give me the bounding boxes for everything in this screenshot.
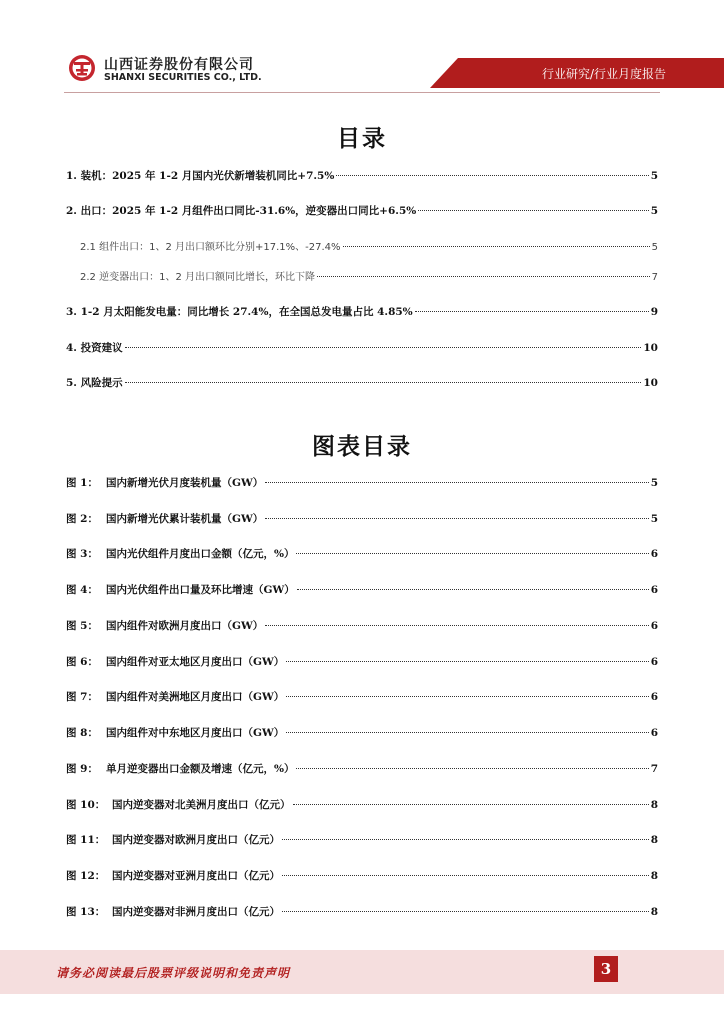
toc-entry[interactable]: 2. 出口：2025 年 1-2 月组件出口同比-31.6%，逆变器出口同比+6.5% 5: [66, 205, 658, 217]
figure-entry[interactable]: 图 1： 国内新增光伏月度装机量（GW） 5: [66, 477, 658, 489]
figure-entry[interactable]: 图 5： 国内组件对欧洲月度出口（GW） 6: [66, 620, 658, 632]
toc-entry[interactable]: 1. 装机：2025 年 1-2 月国内光伏新增装机同比+7.5% 5: [66, 170, 658, 182]
figure-entry[interactable]: 图 6： 国内组件对亚太地区月度出口（GW） 6: [66, 656, 658, 668]
toc-subentry[interactable]: 2.2 逆变器出口：1、2 月出口额同比增长，环比下降 7: [80, 272, 658, 283]
figure-entry[interactable]: 图 7： 国内组件对美洲地区月度出口（GW） 6: [66, 691, 658, 703]
page-number: 3: [594, 956, 618, 982]
disclaimer-text: 请务必阅读最后股票评级说明和免责声明: [56, 966, 291, 980]
report-type-label: 行业研究/行业月度报告: [541, 67, 666, 81]
figure-entry[interactable]: 图 9： 单月逆变器出口金额及增速（亿元，%） 7: [66, 763, 658, 775]
figure-entry[interactable]: 图 2： 国内新增光伏累计装机量（GW） 5: [66, 513, 658, 525]
figure-entry[interactable]: 图 10： 国内逆变器对北美洲月度出口（亿元） 8: [66, 799, 658, 811]
page-header: [0, 0, 724, 100]
figures-title: 图表目录: [312, 434, 412, 460]
company-logo-icon: [68, 54, 96, 82]
toc-entry[interactable]: 5. 风险提示 10: [66, 377, 658, 389]
toc-subentry[interactable]: 2.1 组件出口：1、2 月出口额环比分别+17.1%、-27.4% 5: [80, 242, 658, 253]
figure-entry[interactable]: 图 3： 国内光伏组件月度出口金额（亿元，%） 6: [66, 548, 658, 560]
figure-entry[interactable]: 图 8： 国内组件对中东地区月度出口（GW） 6: [66, 727, 658, 739]
toc-entry[interactable]: 4. 投资建议 10: [66, 342, 658, 354]
toc-entry[interactable]: 3. 1-2 月太阳能发电量：同比增长 27.4%，在全国总发电量占比 4.85% 9: [66, 306, 658, 318]
company-name-en: SHANXI SECURITIES CO., LTD.: [104, 72, 262, 83]
figure-entry[interactable]: 图 12： 国内逆变器对亚洲月度出口（亿元） 8: [66, 870, 658, 882]
header-divider: [64, 92, 660, 93]
toc-title: 目录: [337, 126, 387, 152]
figure-entry[interactable]: 图 13： 国内逆变器对非洲月度出口（亿元） 8: [66, 906, 658, 918]
figure-entry[interactable]: 图 4： 国内光伏组件出口量及环比增速（GW） 6: [66, 584, 658, 596]
company-name-cn: 山西证券股份有限公司: [104, 57, 254, 73]
figure-entry[interactable]: 图 11： 国内逆变器对欧洲月度出口（亿元） 8: [66, 834, 658, 846]
